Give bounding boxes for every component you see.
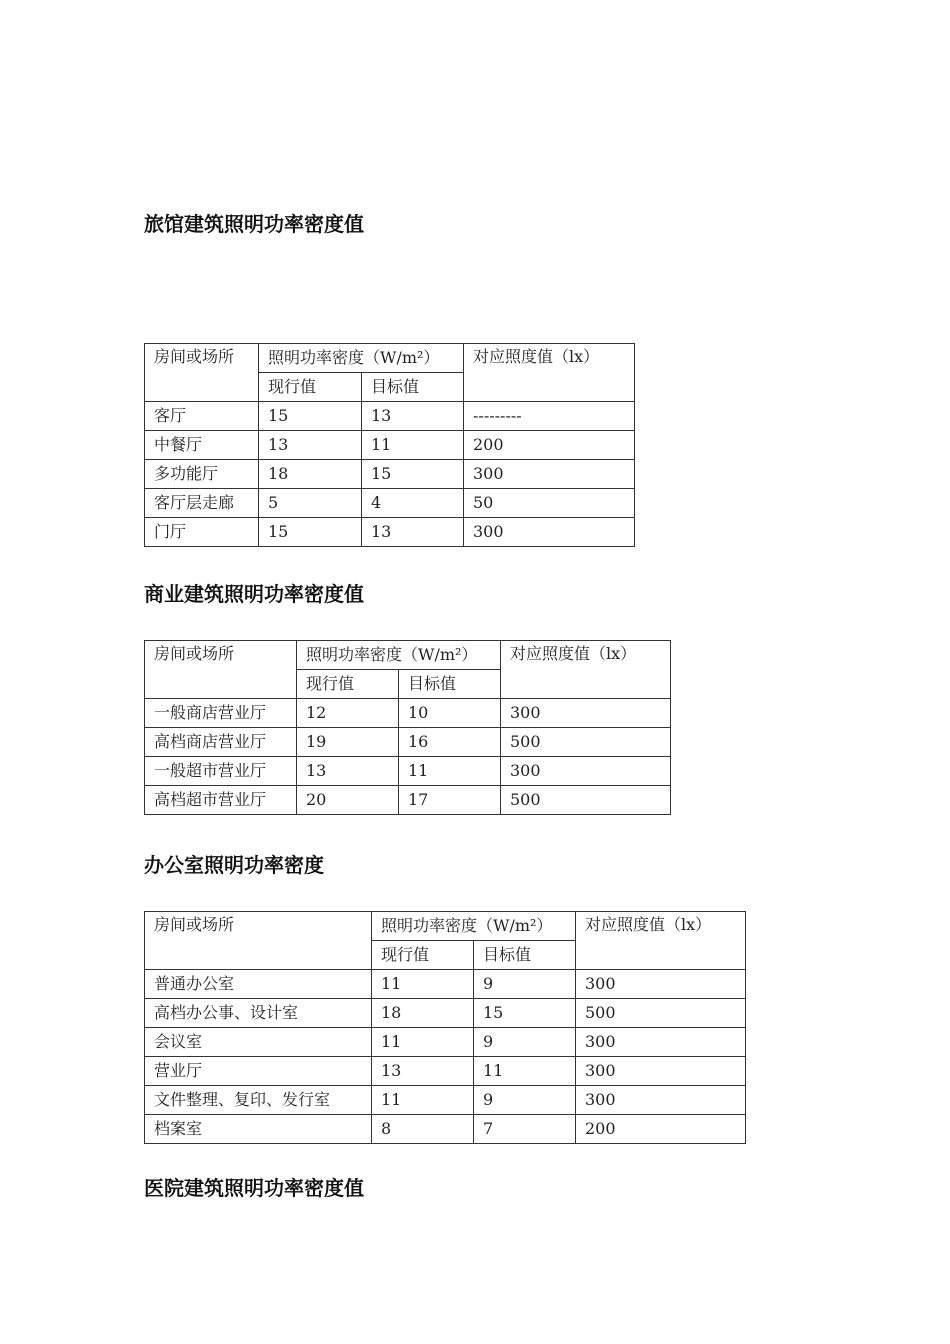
cell-current: 11 — [372, 1028, 474, 1057]
table-row — [145, 1086, 746, 1115]
table-header-row — [145, 641, 671, 670]
cell-current: 15 — [259, 518, 362, 547]
table-row — [145, 431, 635, 460]
header-lux: 对应照度值（lx） — [576, 912, 746, 970]
cell-place: 一般超市营业厅 — [145, 757, 297, 786]
cell-place: 营业厅 — [145, 1057, 372, 1086]
cell-place: 客厅层走廊 — [145, 489, 259, 518]
section-heading-hospital: 医院建筑照明功率密度值 — [144, 1176, 364, 1200]
cell-target: 11 — [399, 757, 501, 786]
cell-current: 18 — [259, 460, 362, 489]
header-target: 目标值 — [399, 670, 501, 699]
cell-place: 普通办公室 — [145, 970, 372, 999]
cell-target: 16 — [399, 728, 501, 757]
header-density: 照明功率密度（W/m²） — [259, 344, 464, 373]
cell-place: 文件整理、复印、发行室 — [145, 1086, 372, 1115]
cell-target: 15 — [474, 999, 576, 1028]
commercial-density-table — [144, 640, 671, 815]
cell-target: 9 — [474, 1086, 576, 1115]
cell-place: 高档商店营业厅 — [145, 728, 297, 757]
table-row — [145, 460, 635, 489]
cell-place: 档案室 — [145, 1115, 372, 1144]
cell-lux: 300 — [576, 970, 746, 999]
section-heading-hotel: 旅馆建筑照明功率密度值 — [144, 212, 364, 236]
table-row — [145, 728, 671, 757]
header-density: 照明功率密度（W/m²） — [297, 641, 501, 670]
table-row — [145, 699, 671, 728]
cell-target: 11 — [474, 1057, 576, 1086]
cell-place: 一般商店营业厅 — [145, 699, 297, 728]
cell-target: 13 — [362, 518, 464, 547]
cell-place: 会议室 — [145, 1028, 372, 1057]
cell-lux: --------- — [464, 402, 635, 431]
cell-lux: 300 — [464, 460, 635, 489]
cell-current: 5 — [259, 489, 362, 518]
section-heading-office: 办公室照明功率密度 — [144, 853, 324, 877]
cell-lux: 500 — [501, 728, 671, 757]
header-density: 照明功率密度（W/m²） — [372, 912, 576, 941]
table-row — [145, 402, 635, 431]
cell-place: 门厅 — [145, 518, 259, 547]
cell-place: 多功能厅 — [145, 460, 259, 489]
cell-lux: 500 — [576, 999, 746, 1028]
cell-target: 17 — [399, 786, 501, 815]
cell-lux: 500 — [501, 786, 671, 815]
section-heading-commercial: 商业建筑照明功率密度值 — [144, 582, 364, 606]
cell-current: 20 — [297, 786, 399, 815]
table-row — [145, 970, 746, 999]
table-row — [145, 757, 671, 786]
cell-current: 13 — [372, 1057, 474, 1086]
cell-target: 7 — [474, 1115, 576, 1144]
cell-current: 12 — [297, 699, 399, 728]
table-row — [145, 489, 635, 518]
table-row — [145, 786, 671, 815]
header-current: 现行值 — [259, 373, 362, 402]
cell-current: 13 — [297, 757, 399, 786]
cell-current: 11 — [372, 1086, 474, 1115]
cell-current: 15 — [259, 402, 362, 431]
cell-place: 高档办公事、设计室 — [145, 999, 372, 1028]
cell-lux: 300 — [576, 1057, 746, 1086]
cell-lux: 300 — [501, 757, 671, 786]
cell-lux: 300 — [576, 1028, 746, 1057]
cell-current: 18 — [372, 999, 474, 1028]
table-header-row — [145, 912, 746, 941]
cell-target: 4 — [362, 489, 464, 518]
table-row — [145, 1028, 746, 1057]
header-current: 现行值 — [297, 670, 399, 699]
cell-target: 9 — [474, 1028, 576, 1057]
table-row — [145, 1057, 746, 1086]
cell-lux: 300 — [464, 518, 635, 547]
cell-target: 13 — [362, 402, 464, 431]
header-current: 现行值 — [372, 941, 474, 970]
cell-lux: 300 — [501, 699, 671, 728]
table-row — [145, 999, 746, 1028]
cell-place: 中餐厅 — [145, 431, 259, 460]
cell-target: 11 — [362, 431, 464, 460]
table-header-row — [145, 344, 635, 373]
cell-lux: 200 — [464, 431, 635, 460]
table-row — [145, 1115, 746, 1144]
office-density-table — [144, 911, 746, 1144]
cell-place: 高档超市营业厅 — [145, 786, 297, 815]
header-target: 目标值 — [362, 373, 464, 402]
header-lux: 对应照度值（lx） — [464, 344, 635, 402]
header-place: 房间或场所 — [145, 641, 297, 699]
cell-place: 客厅 — [145, 402, 259, 431]
cell-target: 15 — [362, 460, 464, 489]
cell-current: 19 — [297, 728, 399, 757]
hotel-density-table — [144, 343, 635, 547]
cell-current: 11 — [372, 970, 474, 999]
header-target: 目标值 — [474, 941, 576, 970]
table-row — [145, 518, 635, 547]
cell-current: 8 — [372, 1115, 474, 1144]
cell-lux: 50 — [464, 489, 635, 518]
header-place: 房间或场所 — [145, 912, 372, 970]
header-lux: 对应照度值（lx） — [501, 641, 671, 699]
cell-target: 9 — [474, 970, 576, 999]
cell-current: 13 — [259, 431, 362, 460]
cell-target: 10 — [399, 699, 501, 728]
header-place: 房间或场所 — [145, 344, 259, 402]
cell-lux: 200 — [576, 1115, 746, 1144]
cell-lux: 300 — [576, 1086, 746, 1115]
